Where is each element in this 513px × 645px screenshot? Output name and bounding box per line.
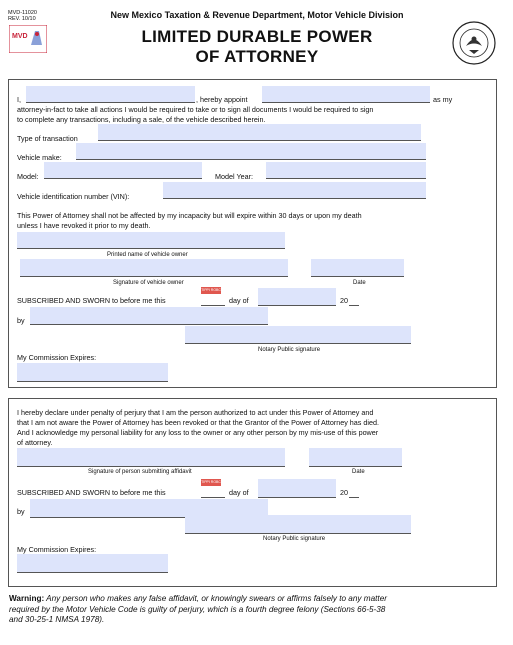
- intro-line-2: attorney-in-fact to take all actions I would be required to take or to sign all documents I would be required to sign: [17, 105, 374, 114]
- sworn-by-field[interactable]: [30, 307, 268, 325]
- model-field[interactable]: [44, 162, 202, 179]
- owner-signature-caption: Signature of vehicle owner: [113, 280, 184, 286]
- poa-expiry-line-2: unless I have revoked it prior to my death.: [17, 221, 151, 230]
- model-label: Model:: [17, 172, 39, 181]
- sworn-year-field[interactable]: [349, 295, 359, 306]
- vin-label: Vehicle identification number (VIN):: [17, 192, 130, 201]
- owner-signature-date-field[interactable]: [311, 259, 404, 277]
- notary-badge: TIPPI ROBC: [201, 288, 221, 292]
- sworn-year-field-2[interactable]: [349, 487, 359, 498]
- mvd-logo: [9, 25, 47, 53]
- commission-expires-label-2: My Commission Expires:: [17, 545, 97, 554]
- affidavit-date-field[interactable]: [309, 448, 402, 467]
- warning-text-1: Any person who makes any false affidavit, or knowingly swears or affirms falsely to any matter: [44, 594, 387, 603]
- perjury-warning: [9, 594, 504, 626]
- model-year-label: Model Year:: [215, 172, 253, 181]
- sworn-month-field[interactable]: [258, 288, 336, 306]
- intro-i-label: I,: [17, 95, 21, 104]
- model-year-field[interactable]: [266, 162, 426, 179]
- sworn-label-2: SUBSCRIBED AND SWORN to before me this: [17, 488, 166, 497]
- intro-as-my-label: as my: [433, 95, 453, 104]
- notary-signature-field-2[interactable]: [185, 515, 411, 534]
- state-seal-icon: [452, 21, 496, 65]
- notary-signature-field[interactable]: [185, 326, 411, 344]
- by-label-2: by: [17, 507, 25, 516]
- printed-owner-name-field[interactable]: [17, 232, 285, 249]
- attorney-name-field[interactable]: [262, 86, 430, 103]
- poa-expiry-line-1: This Power of Attorney shall not be affected by my incapacity but will expire within 30 days or upon my death: [17, 211, 362, 220]
- form-revision: REV. 10/10: [8, 16, 36, 22]
- intro-line-3: to complete any transactions, including a sale, of the vehicle described herein.: [17, 115, 266, 124]
- owner-date-caption: Date: [353, 280, 366, 286]
- warning-label: Warning:: [9, 594, 45, 603]
- commission-expires-label: My Commission Expires:: [17, 353, 97, 362]
- day-of-label: day of: [229, 296, 249, 305]
- transaction-type-field[interactable]: [98, 124, 421, 141]
- sworn-day-field[interactable]: [201, 295, 225, 306]
- sworn-month-field-2[interactable]: [258, 479, 336, 498]
- year-prefix-label-2: 20: [340, 488, 348, 497]
- printed-owner-name-caption: Printed name of vehicle owner: [107, 252, 188, 258]
- year-prefix-label: 20: [340, 296, 348, 305]
- declaration-line-4: of attorney.: [17, 438, 53, 447]
- form-title-line1: LIMITED DURABLE POWER: [141, 27, 373, 46]
- affidavit-signature-caption: Signature of person submitting affidavit: [88, 469, 192, 475]
- transaction-type-label: Type of transaction: [17, 134, 78, 143]
- by-label: by: [17, 316, 25, 325]
- owner-name-field[interactable]: [26, 86, 195, 103]
- sworn-label: SUBSCRIBED AND SWORN to before me this: [17, 296, 166, 305]
- form-number: MVD-11020: [8, 10, 37, 16]
- vehicle-make-label: Vehicle make:: [17, 153, 62, 162]
- sworn-day-field-2[interactable]: [201, 487, 225, 498]
- day-of-label-2: day of: [229, 488, 249, 497]
- mvd-logo-text: MVD: [12, 33, 28, 40]
- declaration-line-2: that I am not aware the Power of Attorney has been revoked or that the Grantor of the Power of Attorney has died.: [17, 418, 379, 427]
- form-title-line2: OF ATTORNEY: [195, 47, 319, 66]
- owner-signature-field[interactable]: [20, 259, 288, 277]
- intro-hereby-label: , hereby appoint: [196, 95, 248, 104]
- department-name: New Mexico Taxation & Revenue Department, Motor Vehicle Division: [110, 10, 404, 20]
- warning-text-2: required by the Motor Vehicle Code is guilty of perjury, which is a fourth degree felony (Sections 66-5-38: [9, 604, 386, 614]
- commission-expires-field-2[interactable]: [17, 554, 168, 573]
- notary-signature-caption-2: Notary Public signature: [263, 536, 326, 542]
- notary-signature-caption: Notary Public signature: [258, 347, 321, 353]
- declaration-line-1: I hereby declare under penalty of perjury that I am the person authorized to act under this Power of Attorney and: [17, 408, 374, 417]
- affidavit-date-caption: Date: [352, 469, 365, 475]
- warning-text-3: and 30-25-1 NMSA 1978).: [9, 615, 105, 624]
- commission-expires-field[interactable]: [17, 363, 168, 382]
- vin-field[interactable]: [163, 182, 426, 199]
- notary-badge-2: TIPPI ROBC: [201, 480, 221, 484]
- affidavit-signature-field[interactable]: [17, 448, 285, 467]
- declaration-line-3: And I acknowledge my personal liability for any loss to the owner or any other person by my mis-use of this power: [17, 428, 379, 437]
- vehicle-make-field[interactable]: [76, 143, 426, 160]
